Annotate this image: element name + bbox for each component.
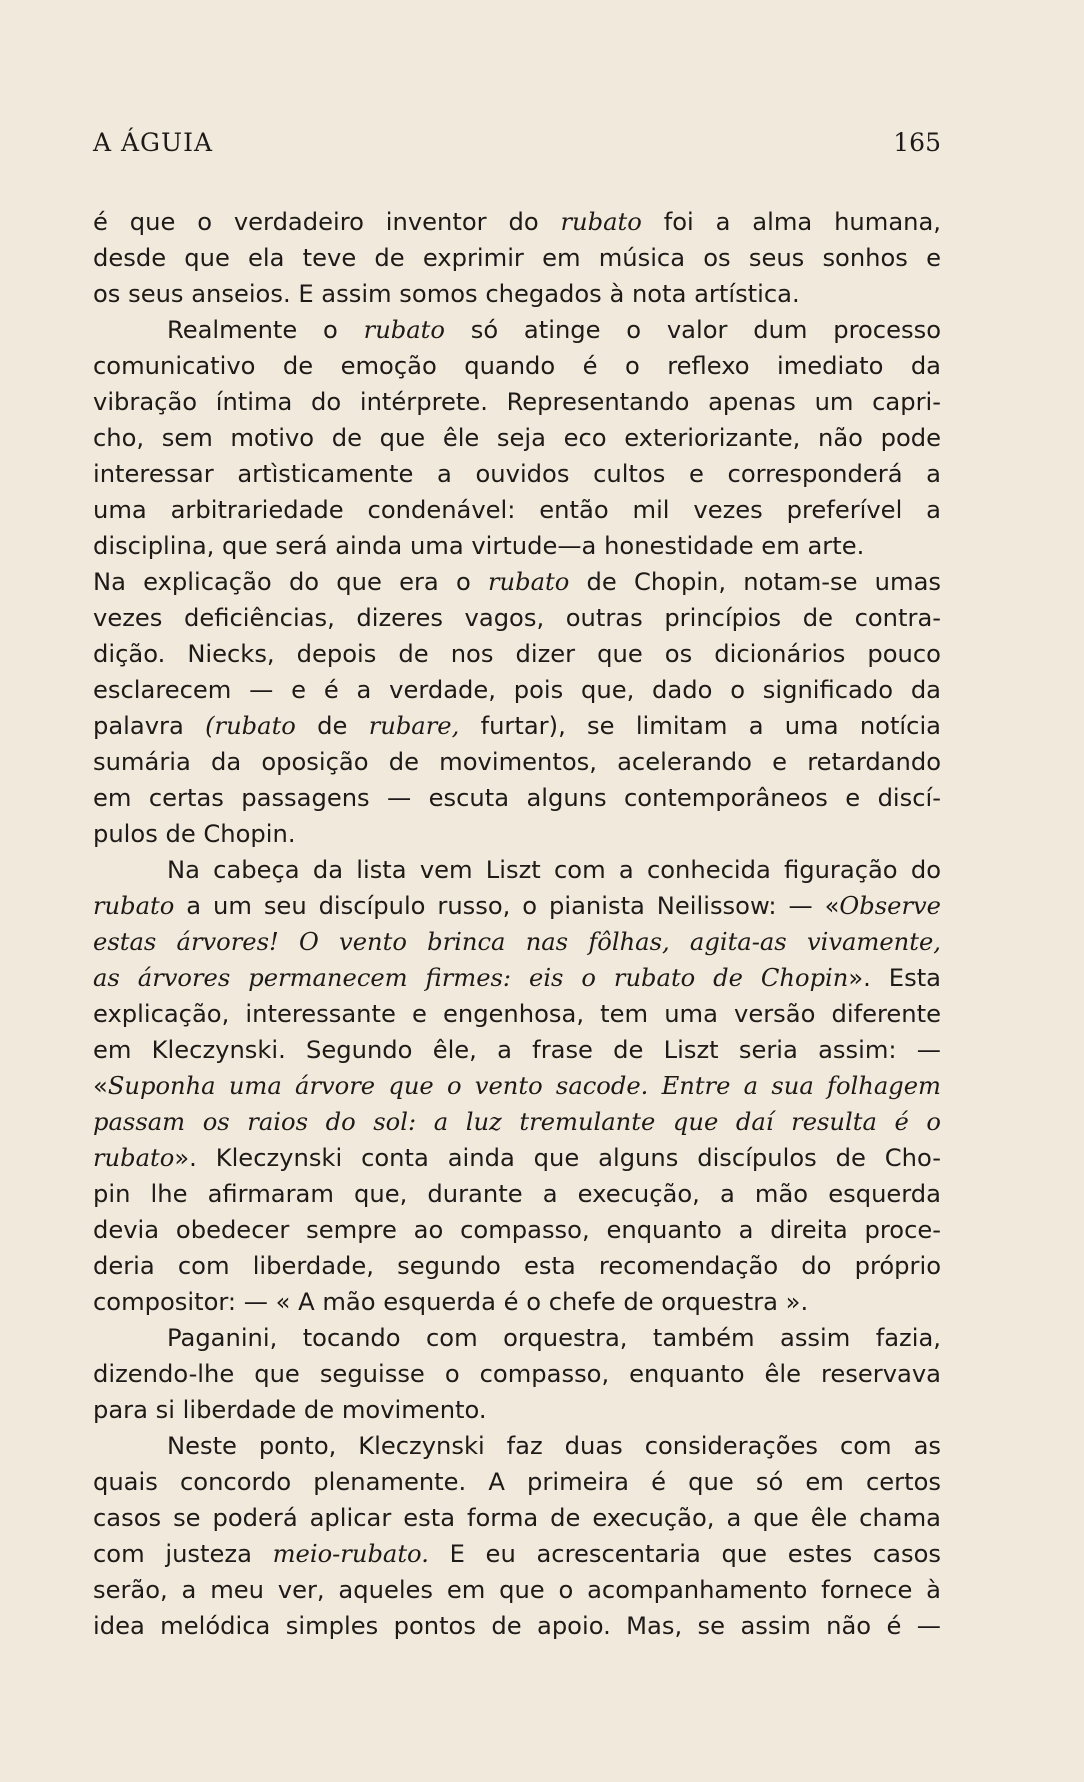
text-line [93,672,941,708]
page-number: 165 [893,128,941,157]
text-line [93,1176,941,1212]
italic-text: rubato [93,892,175,920]
text-run: vibração íntima do intérprete. Representando apenas um capri- [93,388,941,416]
text-run: interessar artìsticamente a ouvidos cultos e corresponderá a [93,460,941,488]
text-line [93,492,941,528]
text-run: ». Kleczynski conta ainda que alguns discípulos de Cho- [174,1144,941,1172]
text-run: sumária da oposição de movimentos, acelerando e retardando [93,748,941,776]
text-run: palavra [93,712,206,740]
text-line [93,528,941,564]
text-run: quais concordo plenamente. A primeira é que só em certos [93,1468,941,1496]
text-run: a um seu discípulo russo, o pianista Neilissow: — « [174,892,840,920]
running-head [93,128,941,162]
text-line [93,1104,941,1140]
text-line [93,600,941,636]
text-line [93,348,941,384]
journal-title: A ÁGUIA [93,128,214,157]
text-line [93,204,941,240]
text-run: é que o verdadeiro inventor do [93,208,561,236]
text-line [93,456,941,492]
italic-text: rubato [93,1144,175,1172]
text-line [93,564,941,600]
text-line [93,924,941,960]
italic-text: rubato [487,568,570,596]
text-run: Na explicação do que era o [93,568,488,596]
italic-text: rubare, [368,712,460,740]
text-run: furtar), se limitam a uma notícia [459,712,941,740]
text-run: vezes deficiências, dizeres vagos, outras princípios de contra- [93,604,941,632]
text-line [93,996,941,1032]
text-line [93,1572,941,1608]
text-run: só atinge o valor dum processo [444,316,941,344]
text-line [93,636,941,672]
text-run: comunicativo de emoção quando é o reflexo imediato da [93,352,941,380]
text-line [93,1608,941,1644]
text-line [93,888,941,924]
text-run: os seus anseios. E assim somos chegados à nota artística. [93,280,800,308]
text-run: esclarecem — e é a verdade, pois que, dado o significado da [93,676,941,704]
text-line [93,1212,941,1248]
text-run: para si liberdade de movimento. [93,1396,487,1424]
text-line [93,816,941,852]
italic-text: meio-rubato. [272,1540,429,1568]
text-run: disciplina, que será ainda uma virtude—a honestidade em arte. [93,532,865,560]
text-line [93,1500,941,1536]
text-line [93,1032,941,1068]
text-run: em Kleczynski. Segundo êle, a frase de Liszt seria assim: — [93,1036,941,1064]
text-run: « [93,1072,108,1100]
text-line [93,960,941,996]
text-line [93,708,941,744]
text-run: pin lhe afirmaram que, durante a execução, a mão esquerda [93,1180,941,1208]
italic-text: (rubato [205,712,296,740]
text-line [93,1428,941,1464]
text-run: dição. Niecks, depois de nos dizer que os dicionários pouco [93,640,941,668]
text-run: cho, sem motivo de que êle seja eco exteriorizante, não pode [93,424,941,452]
italic-text: passam os raios do sol: a luz tremulante que daí resulta é o [93,1108,941,1136]
text-run: idea melódica simples pontos de apoio. Mas, se assim não é — [93,1612,941,1640]
text-run: pulos de Chopin. [93,820,296,848]
body-text [93,204,941,1644]
text-run: E eu acrescentaria que estes casos [428,1540,941,1568]
text-line [93,312,941,348]
text-run: de [295,712,369,740]
text-run: Paganini, tocando com orquestra, também assim fazia, [167,1324,941,1352]
text-run: com justeza [93,1540,273,1568]
text-run: explicação, interessante e engenhosa, tem uma versão diferente [93,1000,941,1028]
italic-text: estas árvores! O vento brinca nas fôlhas, agita-as vivamente, [93,928,941,956]
text-run: foi a alma humana, [641,208,941,236]
text-run: de Chopin, notam-se umas [569,568,941,596]
text-line [93,240,941,276]
text-line [93,1248,941,1284]
text-run: deria com liberdade, segundo esta recomendação do próprio [93,1252,941,1280]
text-line [93,384,941,420]
text-line [93,1140,941,1176]
text-run: compositor: — « A mão esquerda é o chefe de orquestra ». [93,1288,809,1316]
text-run: serão, a meu ver, aqueles em que o acompanhamento fornece à [93,1576,941,1604]
text-run: casos se poderá aplicar esta forma de execução, a que êle chama [93,1504,941,1532]
text-line [93,852,941,888]
text-run: Realmente o [167,316,364,344]
italic-text: Observe [839,892,941,920]
text-line [93,1356,941,1392]
italic-text: rubato [363,316,445,344]
text-line [93,1320,941,1356]
text-line [93,1464,941,1500]
text-run: ». Esta [848,964,941,992]
text-line [93,1536,941,1572]
text-run: uma arbitrariedade condenável: então mil vezes preferível a [93,496,941,524]
text-line [93,420,941,456]
text-line [93,744,941,780]
italic-text: Suponha uma árvore que o vento sacode. Entre a sua folhagem [107,1072,941,1100]
text-line [93,1284,941,1320]
text-run: Neste ponto, Kleczynski faz duas considerações com as [167,1432,941,1460]
text-run: desde que ela teve de exprimir em música os seus sonhos e [93,244,941,272]
text-line [93,780,941,816]
text-line [93,276,941,312]
italic-text: as árvores permanecem firmes: eis o rubato de Chopin [93,964,849,992]
text-run: dizendo-lhe que seguisse o compasso, enquanto êle reservava [93,1360,941,1388]
text-run: devia obedecer sempre ao compasso, enquanto a direita proce- [93,1216,941,1244]
text-line [93,1392,941,1428]
text-run: Na cabeça da lista vem Liszt com a conhecida figuração do [167,856,941,884]
italic-text: rubato [560,208,642,236]
text-run: em certas passagens — escuta alguns contemporâneos e discí- [93,784,941,812]
text-line [93,1068,941,1104]
